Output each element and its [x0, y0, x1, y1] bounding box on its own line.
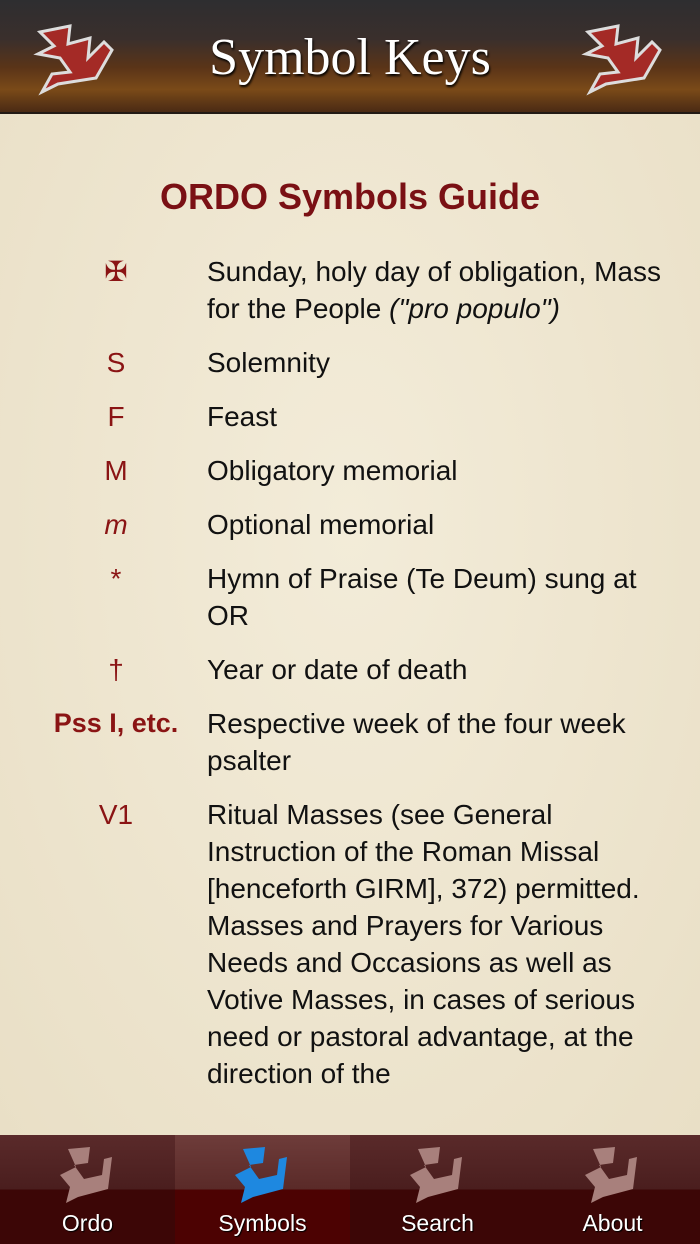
symbol-description: Respective week of the four week psalter	[207, 708, 626, 776]
dove-icon	[583, 1145, 643, 1205]
symbol-row	[0, 796, 700, 1092]
tab-about[interactable]	[525, 1135, 700, 1244]
symbol-row	[0, 705, 700, 779]
symbol-description: Solemnity	[207, 347, 330, 378]
symbol-description: Obligatory memorial	[207, 455, 458, 486]
symbol-row	[0, 398, 700, 435]
tab-label: Symbols	[218, 1210, 307, 1236]
symbol: Pss I, etc.	[53, 708, 179, 738]
header-bar	[0, 0, 700, 114]
symbol-row	[0, 253, 700, 327]
tab-label: About	[582, 1210, 643, 1236]
cross-symbol: ✠	[104, 256, 128, 287]
symbol-description: Hymn of Praise (Te Deum) sung at OR	[207, 563, 637, 631]
symbol-description: Feast	[207, 401, 278, 432]
symbol-description: Optional memorial	[207, 509, 435, 540]
guide-heading: ORDO Symbols Guide	[159, 176, 541, 217]
symbol-description	[207, 253, 667, 327]
tab-ordo[interactable]	[0, 1135, 175, 1244]
symbol: †	[108, 654, 124, 685]
symbol: F	[107, 401, 125, 432]
symbol: m	[104, 509, 128, 540]
symbol-row	[0, 560, 700, 634]
tab-label: Search	[401, 1210, 474, 1236]
symbol: M	[104, 455, 128, 486]
symbol-description: Ritual Masses (see General Instruction of the Roman Missal [henceforth GIRM], 372) permitted. Masses and Prayers for Various Needs and Occasions as well as Votive Masses, in cases of serious need or pastoral advantage, at the direction of the	[207, 799, 640, 1089]
tab-symbols[interactable]	[175, 1135, 350, 1244]
symbol-row	[0, 452, 700, 489]
symbol: *	[110, 563, 122, 594]
symbol: S	[106, 347, 126, 378]
dove-icon	[408, 1145, 468, 1205]
dove-icon	[58, 1145, 118, 1205]
dove-icon	[233, 1145, 293, 1205]
page-title: Symbol Keys	[209, 29, 491, 86]
symbol-row	[0, 344, 700, 381]
symbol-row	[0, 651, 700, 688]
symbol-row	[0, 506, 700, 543]
tab-search[interactable]	[350, 1135, 525, 1244]
tab-bar	[0, 1135, 700, 1244]
symbols-content[interactable]	[0, 114, 700, 1135]
dove-logo-icon	[578, 22, 670, 98]
symbol-description: Year or date of death	[207, 654, 468, 685]
description-text: Sunday, holy day of obligation, Mass for the People	[207, 256, 661, 324]
description-italic: ("pro populo")	[389, 293, 560, 324]
symbol: V1	[98, 799, 134, 830]
tab-label: Ordo	[61, 1210, 114, 1236]
